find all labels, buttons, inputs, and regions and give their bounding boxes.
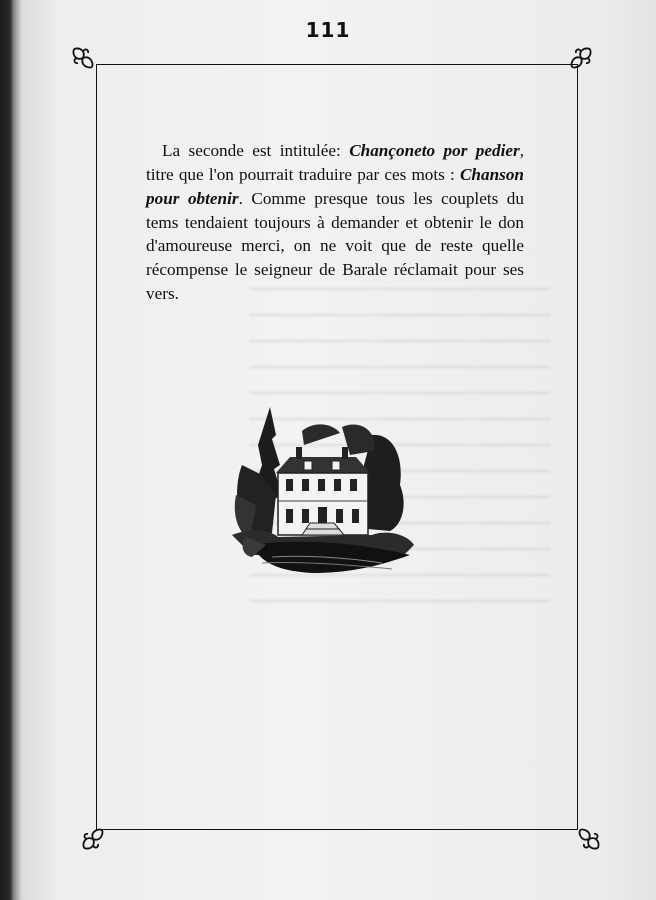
- corner-fleuron-icon: [70, 45, 96, 71]
- corner-fleuron-icon: [80, 826, 106, 852]
- corner-fleuron-icon: [568, 45, 594, 71]
- corner-fleuron-icon: [576, 826, 602, 852]
- manor-house-vignette: [232, 405, 414, 585]
- text-run: , titre que l'on pourrait traduire par ces mots :: [146, 141, 524, 184]
- body-paragraph: [146, 139, 524, 306]
- text-run: . Comme presque tous les couplets du tems tendaient toujours à demander et obtenir le don d'amoureuse merci, on ne voit que de reste quelle récompense le seigneur de Barale réclamait pour ses vers.: [146, 188, 524, 303]
- page-number: 111: [305, 18, 351, 42]
- translated-title: Chanson pour obtenir: [146, 164, 524, 208]
- song-title: Chançoneto por pedier: [349, 141, 520, 161]
- text-run: La seconde est intitulée:: [162, 141, 350, 161]
